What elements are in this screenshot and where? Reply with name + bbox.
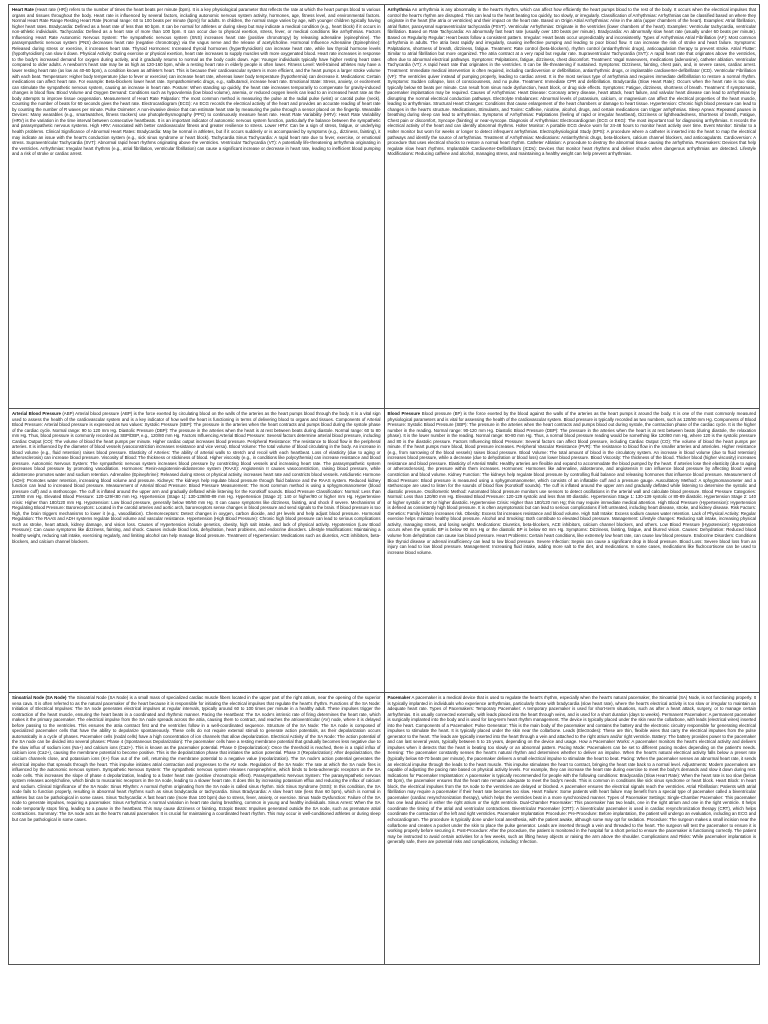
section-sinoatrial-node <box>9 693 385 965</box>
section-heart-rate <box>9 5 385 409</box>
section-arterial-blood-pressure <box>9 409 385 693</box>
section-heading: Blood Pressure <box>387 411 421 416</box>
section-heading: Sinoatrial Node (SA Node) <box>12 695 67 700</box>
section-body: Blood pressure (BP) is the force exerted by the blood against the walls of the arteries as the heart pumps it around the body. It is one of the most commonly measured physiological parameters and is vital for assessing the health of the cardiovascular system. Blood pressure is typically recorded as two numbers, such as 120/80 mm Hg. Components of Blood Pressure: Systolic Blood Pressure (SBP): The pressure in the arteries when the heart contracts and pumps blood out during systole, the contraction phase of the cardiac cycle. It is the higher number in the reading. Normal range: 90-120 mm Hg. Diastolic Blood Pressure (DBP): The pressure in the arteries when the heart is at rest between beats (during diastole, the relaxation phase). It is the lower number in the reading. Normal range: 60-80 mm Hg. Thus, a normal blood pressure reading would be something like 120/80 mm Hg, where 120 is the systolic pressure and 80 is the diastolic pressure. Factors Influencing Blood Pressure: Several factors can affect blood pressure, including Cardiac Output (CO): The volume of blood the heart pumps per minute. If the heart pumps more blood, blood pressure increases. Peripheral Vascular Resistance (PVR): The resistance to blood flow in the smaller arteries and arterioles. Higher resistance (e.g., from narrowing of the blood vessels) raises blood pressure. Blood Volume: The total amount of blood in the circulatory system. An increase in blood volume (due to fluid retention) increases blood pressure, while a decrease (due to dehydration or blood loss) can lower blood pressure. Blood Viscosity: The thickness of the blood. Thicker blood (higher viscosity) increases resistance and blood pressure. Elasticity of Arterial Walls: Healthy arteries are flexible and expand to accommodate the blood pumped by the heart. If arteries lose their elasticity (due to aging or atherosclerosis), the pressure within them increases. Hormones: Hormones like adrenaline, aldosterone, and angiotensin II can influence blood pressure by affecting blood vessel constriction and blood volume. Kidney Function: The kidneys help regulate blood pressure by controlling fluid balance and releasing hormones that influence blood pressure. Measurement of Blood Pressure: Blood pressure is measured using a sphygmomanometer, which consists of an inflatable cuff and a pressure gauge. Auscultatory Method: A sphygmomanometer and a stethoscope are used to listen for the sounds of blood flow (Korotkoff sounds). The cuff is inflated around the upper arm and gradually deflated while listening to determine the systolic and diastolic pressure. Oscillometric Method: Automated blood pressure monitors use sensors to detect oscillations in the arterial wall and calculate blood pressure. Blood Pressure Categories: Normal: Less than 120/80 mm Hg. Elevated Blood Pressure: 120-129 systolic and less than 80 diastolic. Hypertension Stage 1: 130-139 systolic or 80-89 diastolic. Hypertension Stage 2: 140 or higher systolic or 90 or higher diastolic. Hypertensive Crisis: Higher than 180/120 mm Hg; this may require immediate medical attention. High Blood Pressure (Hypertension): Hypertension is defined as consistently high blood pressure. It is often asymptomatic but can lead to serious complications if left untreated, including heart disease, stroke, and kidney disease. Risk Factors: Genetics: Family history increases risk. Obesity: Excess fat increases resistance and blood volume. High Salt Intake: Excess sodium causes water retention. Lack of Physical Activity: Regular exercise helps maintain healthy blood pressure. Alcohol and Smoking: Both contribute to elevated blood pressure. Management: Lifestyle changes: Reducing salt intake, increasing physical activity, managing stress, and losing weight. Medications: Diuretics, beta-blockers, ACE inhibitors, calcium channel blockers, and others. Low Blood Pressure (Hypotension): Hypotension occurs when the systolic BP is below 90 mm Hg or the diastolic BP is below 60 mm Hg. Symptoms: Dizziness, fainting, fatigue, and blurred vision. Causes: Dehydration: Reduced blood volume from dehydration can cause low blood pressure. Heart Problems: Certain heart conditions, like extremely low heart rate, can cause low blood pressure. Endocrine Disorders: Conditions like thyroid disease or adrenal insufficiency can lead to low blood pressure. Severe Infection: Sepsis can cause a significant drop in blood pressure. Blood Loss: Severe blood loss from an injury can lead to low blood pressure. Management: Increasing fluid intake, adding more salt to the diet, and medications. In some cases, medications like fludrocortisone can be used to increase blood volume. <box>387 411 756 555</box>
section-heading: Heart Rate <box>12 7 34 12</box>
section-body: A pacemaker is a medical device that is used to regulate the heart's rhythm, especially when the heart's natural pacemaker, the Sinoatrial (SA) Node, is not functioning properly. It is typically implanted in individuals who experience arrhythmias, particularly those with bradycardia (slow heart rate), where the heart's electrical activity is too slow or irregular to maintain an adequate heart rate. Types of Pacemakers: Temporary Pacemaker: A temporary pacemaker is used for short-term situations, such as after a heart attack, surgery, or to manage certain arrhythmias. It is usually connected externally, with leads placed into the heart through veins, and is used for a short duration (days to weeks). Permanent Pacemaker: A permanent pacemaker is surgically implanted into the body and is used for long-term heart rhythm management. The device is typically placed under the skin near the collarbone, with leads (electrical wires) inserted into the heart. Components of a Pacemaker: Pulse Generator: This is the main body of the pacemaker and contains the battery and the electronic circuitry responsible for generating electrical impulses to stimulate the heart. It is typically placed under the skin near the collarbone. Leads (Electrodes): These are thin, flexible wires that carry the electrical impulses from the pulse generator to the heart. The leads are typically inserted into the heart through a vein and attached to the right atrium and/or right ventricle. Battery: The battery provides power to the pacemaker and can last several years, typically between 5 to 15 years, depending on the device and usage. How a Pacemaker Works: A pacemaker monitors the heart's electrical activity and delivers impulses when it detects that the heart is beating too slowly or an abnormal pattern. Pacing Mode: Pacemakers can be set to different pacing modes depending on the patient's needs. Sensing: The pacemaker constantly senses the heart's natural rhythm and determines whether to deliver an impulse. When the heart's natural electrical activity falls below a preset rate (typically below 60-70 beats per minute), the pacemaker delivers a small electrical impulse to stimulate the heart to beat. Pacing: When the pacemaker senses an abnormal heart rate, it sends an electrical impulse through the leads to the heart muscle. This impulse stimulates the heart to contract, bringing the heart rate back to a normal level. Adjustments: Modern pacemakers are capable of adjusting the pacing rate based on physical activity levels. For example, they can increase the heart rate during exercise to meet the body's demands and slow it down during rest. Indications for Pacemaker Implantation: A pacemaker is typically recommended for people with the following conditions: Bradycardia (Slow Heart Rate): When the heart rate is too slow (below 60 bpm), the pacemaker ensures that the heart rate remains adequate to meet the body's needs. This is common in conditions like sick sinus syndrome or heart block. Heart Block: In heart block, the electrical impulses from the SA node to the ventricles are delayed or blocked. A pacemaker ensures the electrical signals reach the ventricles. Atrial Fibrillation: Patients with atrial fibrillation may require a pacemaker if their heart rate becomes too slow. Heart Failure: Some patients with heart failure may benefit from a special type of pacemaker called a biventricular pacemaker (cardiac resynchronization therapy), which helps the ventricles beat in a more synchronized manner. Types of Pacemaker Settings: Single-Chamber Pacemaker: This pacemaker has one lead placed in either the right atrium or the right ventricle. Dual-Chamber Pacemaker: This pacemaker has two leads, one in the right atrium and one in the right ventricle. It helps coordinate the timing of the atrial and ventricular contractions. Biventricular Pacemaker (CRT): A biventricular pacemaker is used in cardiac resynchronization therapy (CRT), which helps coordinate the contraction of the left and right ventricles. Pacemaker Implantation Procedure: Pre-Procedure: Before implantation, the patient will undergo an evaluation, including an ECG and echocardiogram. The procedure is typically done under local anesthesia, with the patient awake, although some may opt for sedation. Procedure: The surgeon makes a small incision near the collarbone and creates a pocket under the skin to place the pulse generator. Leads are inserted through a vein and threaded to the heart. The surgeon will test the pacemaker to ensure it is working properly before securing it. Post-Procedure: After the procedure, the patient is monitored in the hospital for a short period to ensure the pacemaker is functioning correctly. The patient may be instructed to avoid certain activities for a few weeks, such as lifting heavy objects or raising the arm above the shoulder. Complications and Risks: While pacemaker implantation is generally safe, there are potential risks and complications, including: Infection. <box>387 695 757 845</box>
section-heading: Pacemaker <box>387 695 411 700</box>
section-heading: Arterial Blood Pressure <box>12 411 61 416</box>
section-body: An arrhythmia is any abnormality in the heart's rhythm, which can affect how efficiently the heart pumps blood to the rest of the body. It occurs when the electrical impulses that control the heart's rhythm are disrupted. This can lead to the heart beating too quickly, too slowly, or irregularly. Classification of Arrhythmias: Arrhythmias can be classified based on where they originate in the heart (the atria or ventricles) and their impact on the heart rate. Based on Origin Atrial Arrhythmias: Arise in the atria (upper chambers of the heart). Examples: Atrial fibrillation, atrial flutter, paroxysmal supraventricular tachycardia (PSVT). Ventricular Arrhythmias: Originate in the ventricles (lower chambers of the heart). Examples: Ventricular tachycardia, ventricular fibrillation. Based on Rate Tachycardia: An abnormally fast heart rate (usually over 100 beats per minute). Bradycardia: An abnormally slow heart rate (usually under 60 beats per minute). Based on Regularity Regular: Heart beats follow a consistent pattern. Irregular: Heart beats occur unpredictably and inconsistently. Types of Arrhythmias Atrial Fibrillation (AF): Most common arrhythmia in adults. The atria beat rapidly and irregularly, causing ineffective pumping and leading to poor blood flow. It can increase the risk of stroke and heart failure. Symptoms: Palpitations, shortness of breath, dizziness, fatigue. Treatment: Rate control (beta-blockers), rhythm control (antiarrhythmic drugs), anticoagulation therapy to prevent stroke. Atrial Flutter: Similar to atrial fibrillation but more organized. The atria contract at a very rapid but regular rate. Supraventricular Tachycardia (SVT): A rapid heart rate that originates above the ventricles, often due to abnormal electrical pathways. Symptoms: Palpitations, fatigue, dizziness, chest discomfort. Treatment: Vagal maneuvers, medications (adenosine), catheter ablation. Ventricular Tachycardia (VT): A rapid heart rate that originates in the ventricles. It can be life-threatening if sustained. Symptoms: Dizziness, fainting, chest pain, and, in severe cases, cardiac arrest. Treatment: Immediate medical intervention is often required, including cardioversion or defibrillation, antiarrhythmic drugs, or implantable cardioverter-defibrillator (ICD). Ventricular Fibrillation (VF): The ventricles quiver instead of pumping properly, leading to cardiac arrest. It is the most serious type of arrhythmia and requires immediate defibrillation to restore a normal rhythm. Symptoms: Sudden collapse, loss of consciousness, and no pulse. Treatment: Immediate CPR and defibrillation. Bradycardia (Slow Heart Rate): Occurs when the heart rate is too slow, typically below 60 beats per minute. Can result from sinus node dysfunction, heart block, or drug side effects. Symptoms: Fatigue, dizziness, shortness of breath. Treatment: If symptomatic, pacemaker implantation may be required. Causes of Arrhythmias: Heart Disease: Coronary artery disease, heart attack, heart failure, and valvular heart disease can lead to arrhythmias by disrupting the normal electrical conduction pathways. Electrolyte Imbalances: Abnormal levels of potassium, calcium, or magnesium can affect the electrical properties of the heart muscle, leading to arrhythmias. Structural Heart Changes: Conditions that cause enlargement of the heart chambers or damage to heart tissue. Hypertension: Chronic high blood pressure can lead to changes in the heart's structure. Medications, Stimulants, and Toxins: Caffeine, nicotine, alcohol, drugs, and certain medications can trigger arrhythmias. Sleep Apnea: Repeated pauses in breathing during sleep can lead to arrhythmias. Symptoms of Arrhythmias: Palpitations (feeling of rapid or irregular heartbeat), Dizziness or lightheadedness, Shortness of breath, Fatigue, Chest pain or discomfort, Syncope (fainting) or near-syncope. Diagnosis of Arrhythmias: Electrocardiogram (ECG or EKG): The most important tool for diagnosing arrhythmias. It records the electrical activity of the heart and can identify abnormal rhythms. Holter Monitor: A portable ECG device worn for 24-48 hours to monitor heart activity over time. Event Monitor: Similar to a Holter monitor but worn for weeks or longer to detect infrequent arrhythmias. Electrophysiological Study (EPS): A procedure where a catheter is inserted into the heart to map the electrical pathways and identify the source of arrhythmias. Treatment of Arrhythmias: Medications: Antiarrhythmic drugs, beta-blockers, calcium channel blockers, and anticoagulants. Cardioversion: A procedure that uses electrical shocks to restore a normal heart rhythm. Catheter Ablation: A procedure to destroy the abnormal tissue causing the arrhythmia. Pacemakers: Devices that help regulate slow heart rhythms. Implantable Cardioverter-Defibrillators (ICDs): Devices that monitor heart rhythms and deliver shocks when dangerous arrhythmias are detected. Lifestyle Modifications: Reducing caffeine and alcohol, managing stress, and maintaining a healthy weight can help prevent arrhythmias. <box>387 7 756 157</box>
section-body: (ABP) Arterial blood pressure (ABP) is the force exerted by circulating blood on the walls of the arteries as the heart pumps blood through the body. It is a vital sign used to assess the health of the cardiovascular system and is a key indicator of how well the heart is functioning in terms of delivering blood to organs and tissues. Components of Arterial Blood Pressure: Arterial blood pressure is expressed as two values: Systolic Pressure (SBP): The pressure in the arteries when the heart contracts and pumps blood during the systole phase of the cardiac cycle. Normal range: 90 to 120 mm Hg. Diastolic Pressure (DBP): The pressure in the arteries when the heart is at rest between beats during diastole. Normal range: 60 to 80 mm Hg. Thus, blood pressure is commonly recorded as SBP/DBP, e.g., 120/80 mm Hg. Factors Influencing Arterial Blood Pressure: Several factors determine arterial blood pressure, including Cardiac Output (CO): The volume of blood the heart pumps per minute. Higher cardiac output increases blood pressure. Peripheral Resistance: The resistance to blood flow in the peripheral arteries. It is influenced by the diameter of blood vessels (vasoconstriction increases resistance and vice versa). Blood Volume: The total volume of blood circulating in the body. An increase in blood volume (e.g., fluid retention) raises blood pressure. Elasticity of Arteries: The ability of arterial walls to stretch and recoil with each heartbeat. Loss of elasticity (due to aging or atherosclerosis) can increase blood pressure. Viscosity of Blood: The thickness or stickiness of blood. Higher viscosity (e.g., in conditions like polycythemia) can increase resistance and blood pressure. Autonomic Nervous System: The sympathetic nervous system increases blood pressure by constricting blood vessels and increasing heart rate. The parasympathetic system decreases blood pressure by promoting vasodilation. Hormones: Renin-angiotensin-aldosterone system (RAAS): Angiotensin II causes vasoconstriction, raising blood pressure, while aldosterone promotes water and sodium retention. Adrenaline (Epinephrine): Released during stress or physical activity, increases heart rate and constricts blood vessels. Antidiuretic Hormone (ADH): Promotes water retention, increasing blood volume and pressure. Kidneys: The kidneys help regulate blood pressure through fluid balance and the RAAS system. Reduced kidney function can lead to increased blood pressure. Measurement of Arterial Blood Pressure: Blood Pressure Measurement: The most common method is using a sphygmomanometer (blood pressure cuff) and a stethoscope. The cuff is inflated around the upper arm and gradually deflated while listening for the Korotkoff sounds. Blood Pressure Classification: Normal: Less than 120/80 mm Hg. Elevated Blood Pressure: 120-129/<80 mm Hg. Hypertension (Stage 1): 130-139/80-89 mm Hg. Hypertension (Stage 2): 140 or higher/90 or higher mm Hg. Hypertensive crisis: Higher than 180/120 mm Hg. Hypotension: Low blood pressure, generally below 90/60 mm Hg. It can cause symptoms like dizziness, fainting, and shock if severe. Mechanisms of Regulating Blood Pressure: Baroreceptors: Located in the carotid arteries and aortic arch, baroreceptors sense changes in blood pressure and send signals to the brain. If blood pressure is too high, the brain triggers mechanisms to lower it (e.g., vasodilation). Chemoreceptors: Detect changes in oxygen, carbon dioxide, and pH levels and help adjust blood pressure. Hormonal Regulation: The RAAS and ADH systems regulate blood volume and vascular resistance. Hypertension (High Blood Pressure): Chronic high blood pressure can lead to serious complications such as stroke, heart attack, kidney damage, and vision loss. Causes of Hypertension include genetics, obesity, high salt intake, and lack of physical activity. Hypotension (Low Blood Pressure): Can cause symptoms like dizziness, fainting, and shock. Causes include blood loss, dehydration, heart problems, and endocrine disorders. Lifestyle Modifications: Maintaining a healthy weight, reducing salt intake, exercising regularly, and limiting alcohol can help manage blood pressure. Treatment of Hypertension: Medications such as diuretics, ACE inhibitors, beta-blockers, and calcium channel blockers. <box>12 411 381 544</box>
notes-grid <box>8 4 760 965</box>
section-arrhythmia <box>385 5 761 409</box>
section-body: The Sinoatrial Node (SA Node) is a small mass of specialized cardiac muscle fibers located in the upper part of the right atrium, near the opening of the superior vena cava. It is often referred to as the natural pacemaker of the heart because it is responsible for initiating the electrical impulses that regulate the heart's rhythm. Functions of the SA Node: Initiation of Electrical Impulses: The SA node generates electrical impulses at regular intervals, typically around 60 to 100 times per minute in a healthy adult. These impulses trigger the contraction of the heart muscle, ensuring the heart beats in a coordinated and rhythmic manner. Pacing the Heartbeat: The SA node's intrinsic rate of firing determines the heart rate, which makes it the primary pacemaker. The electrical impulse from the SA node spreads across the atria, causing them to contract, and reaches the atrioventricular (AV) node, where it is delayed before passing to the ventricles. This ensures the atria contract first and the ventricles follow in a well-coordinated sequence. Structure of the SA Node: The SA node is composed of specialized pacemaker cells that have the ability to depolarize spontaneously. These cells do not require external stimuli to generate action potentials, as their depolarization occurs automatically in a cycle of phases. Pacemaker cells (nodal cells) have a high concentration of ion channels that allow depolarization. Electrical Activity of the SA Node: The action potential of the SA node can be divided into several phases: Phase 4 (Spontaneous Depolarization): The pacemaker cells have a resting membrane potential that gradually becomes less negative due to the slow influx of sodium ions (Na+) and calcium ions (Ca2+). This is known as the pacemaker potential. Phase 0 (Depolarization): Once the threshold is reached, there is a rapid influx of calcium ions (Ca2+), causing the membrane potential to become positive. This is the depolarization phase that initiates the action potential. Phase 3 (Repolarization): After depolarization, the calcium channels close, and potassium ions (K+) flow out of the cell, returning the membrane potential to a negative value (repolarization). The SA node's action potential generates the electrical impulse that spreads through the heart. This impulse initiates atrial contraction and progresses to the AV node. Regulation of the SA Node: The rate at which the SA node fires is influenced by the autonomic nervous system. Sympathetic Nervous System: The sympathetic nervous system releases norepinephrine, which binds to beta-adrenergic receptors on the SA node cells. This increases the slope of phase 4 depolarization, leading to a faster heart rate (positive chronotropic effect). Parasympathetic Nervous System: The parasympathetic nervous system releases acetylcholine, which binds to muscarinic receptors in the SA node, leading to a slower heart rate. It does this by increasing potassium efflux and reducing the influx of calcium and sodium. Clinical Significance of the SA Node: Sinus Rhythm: A normal rhythm originating from the SA node is called sinus rhythm. Sick Sinus Syndrome (SSS): In this condition, the SA node fails to function properly, resulting in abnormal heart rhythms such as sinus bradycardia or tachycardia. Sinus Bradycardia: A slow heart rate (less than 60 bpm), which is normal in athletes but can be pathological in some cases. Sinus Tachycardia: A fast heart rate (more than 100 bpm) due to stress, fever, anxiety, or exercise. Sinus Node Dysfunction: Failure of the SA node to generate impulses, requiring a pacemaker. Sinus Arrhythmia: A normal variation in heart rate during breathing, common in young and healthy individuals. Sinus Arrest: When the SA node temporarily stops firing, leading to a pause in the heartbeat. This may cause dizziness or fainting. Ectopic Beats: Impulses generated outside the SA node, such as premature atrial contractions. Summary: The SA node acts as the heart's natural pacemaker. It is crucial for maintaining a coordinated heart rhythm. This may occur in well-conditioned athletes or during sleep but can be pathological in some cases. <box>12 695 381 823</box>
section-blood-pressure <box>385 409 761 693</box>
section-body: (Heart rate (HR)) refers to the number of times the heart beats per minute (bpm). It is a key physiological parameter that reflects the rate at which the heart pumps blood to various organs and tissues throughout the body. Heart rate is influenced by several factors, including autonomic nervous system activity, hormones, age, fitness level, and environmental factors. Normal Heart Rate Range Resting Heart Rate (Normal range: 60 to 100 beats per minute (bpm)) for adults. In children, the normal range varies by age, with younger children typically having higher heart rates. Bradycardia: Defined as a heart rate of less than 60 bpm. It can be normal for athletes or during sleep but may indicate a medical condition (e.g., heart block) if it occurs in non-athletic individuals. Tachycardia: Defined as a heart rate of more than 100 bpm. It can occur due to physical exertion, stress, fever, or medical conditions like arrhythmias. Factors Influencing Heart Rate Autonomic Nervous System: The sympathetic nervous system (SNS) increases heart rate (positive chronotropy) by releasing adrenaline (epinephrine). The parasympathetic nervous system (PNS) decreases heart rate (negative chronotropy) via the vagus nerve and the release of acetylcholine. Hormonal Influence Adrenaline (Epinephrine): Released during stress or exercise, it increases heart rate. Thyroid Hormones: Increased thyroid hormones (hyperthyroidism) can increase heart rate, while low thyroid hormone levels (hypothyroidism) can slow it down. Physical Activity: During exercise or physical exertion, heart rate increases to supply muscles with more oxygenated blood. Heart rate increases in response to the body's increased demand for oxygen during activity, and it gradually returns to normal as the body cools down. Age: Younger individuals typically have higher resting heart rates compared to older adults. A newborn's heart rate may be as high as 120-160 bpm, while a resting heart rate in elderly people is often lower. Fitness Level: Well-trained athletes may have a lower resting heart rate (as low as 40-60 bpm), a condition known as athlete's heart. This is because their cardiovascular system is more efficient, and the heart pumps a larger stroke volume with each beat. Temperature: Higher body temperature (due to fever or exercise) can increase heart rate, whereas lower body temperature (hypothermia) can decrease it. Medications: Certain medications can affect heart rate. For example: Beta-blockers lower heart rate. Sympathomimetic drugs, e.g., salbutamol, increase heart rate. Emotional State: Stress, anxiety, or excitement can stimulate the sympathetic nervous system, causing an increase in heart rate. Posture: When standing up quickly, the heart rate increases temporarily to compensate for gravity-induced changes in blood flow. Blood Volume and Oxygen Demand: Conditions such as hypovolemia (low blood volume), anemia, or reduced oxygen levels can lead to an increased heart rate as the body attempts to improve tissue oxygenation. Measurement of Heart Rate Palpation: The most common method is measuring the pulse at the radial pulse (wrist) or carotid pulse (neck). Counting the number of beats for 60 seconds gives the heart rate. Electrocardiogram (ECG): An ECG records the electrical activity of the heart and provides an accurate reading of heart rate by counting the number of R waves per minute. Pulse Oximeter: A non-invasive device that can estimate heart rate by measuring the pulse through a sensor placed on the fingertip. Wearable Devices: Many wearables (e.g., smartwatches, fitness trackers) use photoplethysmography (PPG) to continuously measure heart rate. Heart Rate Variability (HRV): Heart Rate Variability (HRV) is the variation in the time interval between consecutive heartbeats. It is an important indicator of autonomic nervous system function, particularly the balance between the sympathetic and parasympathetic nervous systems. High HRV: Associated with better cardiovascular fitness and greater resilience to stress. Lower HRV: Can be a sign of stress, fatigue, or underlying health problems. Clinical Significance of Abnormal Heart Rates: Bradycardia: May be normal in athletes, but if it occurs suddenly or is accompanied by symptoms (e.g., dizziness, fainting), it may indicate an issue with the heart's conduction system (e.g., sick sinus syndrome or heart block). Tachycardia Sinus Tachycardia: A rapid heart rate due to fever, exercise, or emotional stress. Supraventricular Tachycardia (SVT): Abnormal rapid heart rhythms originating above the ventricles. Ventricular Tachycardia (VT): A potentially life-threatening arrhythmia originating in the ventricles. Arrhythmias: Irregular heart rhythms (e.g., atrial fibrillation, ventricular fibrillation) can cause a significant increase or decrease in heart rate, leading to inefficient blood pumping and a risk of stroke or cardiac arrest. <box>12 7 381 157</box>
section-heading: Arrhythmia <box>387 7 411 12</box>
section-pacemaker <box>385 693 761 965</box>
